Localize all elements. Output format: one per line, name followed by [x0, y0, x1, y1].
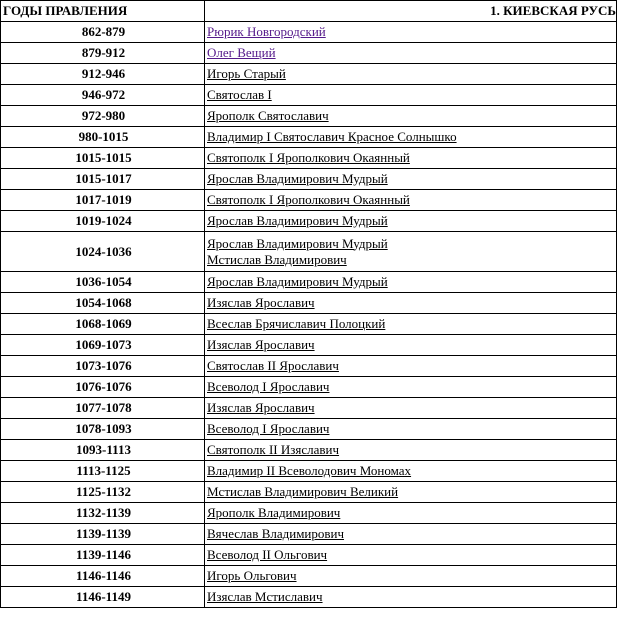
- ruler-name-line: [207, 24, 616, 40]
- ruler-name-line: [207, 442, 616, 458]
- table-row: [1, 232, 617, 272]
- ruler-cell: [205, 169, 617, 190]
- ruler-name-line: [207, 295, 616, 311]
- table-row: [1, 293, 617, 314]
- reign-years: 1113-1125: [1, 461, 205, 482]
- ruler-link[interactable]: Мстислав Владимирович Великий: [207, 484, 399, 499]
- ruler-cell: [205, 85, 617, 106]
- reign-years: 1078-1093: [1, 419, 205, 440]
- ruler-link[interactable]: Владимир II Всеволодович Мономах: [207, 463, 412, 478]
- ruler-link[interactable]: Всеволод I Ярославич: [207, 421, 330, 436]
- ruler-cell: [205, 43, 617, 64]
- ruler-name-line: [207, 274, 616, 290]
- reign-years: 879-912: [1, 43, 205, 64]
- ruler-cell: [205, 419, 617, 440]
- table-row: [1, 127, 617, 148]
- ruler-link[interactable]: Ярополк Святославич: [207, 108, 329, 123]
- ruler-cell: [205, 398, 617, 419]
- ruler-link[interactable]: Ярослав Владимирович Мудрый: [207, 274, 388, 289]
- ruler-cell: [205, 335, 617, 356]
- ruler-name-line: [207, 171, 616, 187]
- ruler-cell: [205, 503, 617, 524]
- ruler-link[interactable]: Ярослав Владимирович Мудрый: [207, 213, 388, 228]
- ruler-link[interactable]: Ярополк Владимирович: [207, 505, 341, 520]
- ruler-link[interactable]: Всеслав Брячиславич Полоцкий: [207, 316, 386, 331]
- ruler-link[interactable]: Святополк II Изяславич: [207, 442, 340, 457]
- ruler-name-line: [207, 463, 616, 479]
- table-row: [1, 335, 617, 356]
- ruler-link[interactable]: Рюрик Новгородский: [207, 24, 326, 39]
- ruler-link[interactable]: Владимир I Святославич Красное Солнышко: [207, 129, 457, 144]
- reign-years: 1077-1078: [1, 398, 205, 419]
- ruler-name-line: [207, 484, 616, 500]
- ruler-cell: [205, 440, 617, 461]
- reign-years: 862-879: [1, 22, 205, 43]
- table-row: [1, 482, 617, 503]
- ruler-cell: [205, 293, 617, 314]
- reign-years: 1024-1036: [1, 232, 205, 272]
- reign-years: 1146-1149: [1, 587, 205, 608]
- ruler-link[interactable]: Вячеслав Владимирович: [207, 526, 345, 541]
- reign-years: 1015-1017: [1, 169, 205, 190]
- ruler-name-line: [207, 66, 616, 82]
- reign-years: 972-980: [1, 106, 205, 127]
- ruler-name-line: [207, 87, 616, 103]
- table-row: [1, 545, 617, 566]
- reign-years: 1073-1076: [1, 356, 205, 377]
- ruler-name-line: [207, 337, 616, 353]
- reign-years: 1125-1132: [1, 482, 205, 503]
- table-row: [1, 587, 617, 608]
- table-row: [1, 64, 617, 85]
- table-row: [1, 524, 617, 545]
- table-row: [1, 211, 617, 232]
- ruler-name-line: [207, 252, 616, 268]
- ruler-cell: [205, 587, 617, 608]
- ruler-link[interactable]: Всеволод I Ярославич: [207, 379, 330, 394]
- ruler-cell: [205, 461, 617, 482]
- ruler-link[interactable]: Ярослав Владимирович Мудрый: [207, 171, 388, 186]
- reign-years: 912-946: [1, 64, 205, 85]
- ruler-name-line: [207, 526, 616, 542]
- ruler-cell: [205, 524, 617, 545]
- ruler-name-line: [207, 316, 616, 332]
- table-row: [1, 106, 617, 127]
- reign-years: 1069-1073: [1, 335, 205, 356]
- reign-years: 1036-1054: [1, 272, 205, 293]
- ruler-link[interactable]: Святополк I Ярополкович Окаянный: [207, 192, 410, 207]
- ruler-name-line: [207, 505, 616, 521]
- ruler-link[interactable]: Всеволод II Ольгович: [207, 547, 328, 562]
- ruler-name-line: [207, 108, 616, 124]
- ruler-link[interactable]: Святослав II Ярославич: [207, 358, 339, 373]
- reign-years: 1139-1139: [1, 524, 205, 545]
- ruler-link[interactable]: Изяслав Ярославич: [207, 337, 315, 352]
- ruler-cell: [205, 232, 617, 272]
- ruler-cell: [205, 482, 617, 503]
- reign-years: 1132-1139: [1, 503, 205, 524]
- ruler-link[interactable]: Мстислав Владимирович: [207, 251, 347, 267]
- table-row: [1, 148, 617, 169]
- reign-years: 1054-1068: [1, 293, 205, 314]
- ruler-cell: [205, 22, 617, 43]
- ruler-link[interactable]: Игорь Старый: [207, 66, 286, 81]
- ruler-cell: [205, 64, 617, 85]
- ruler-cell: [205, 566, 617, 587]
- ruler-name-line: [207, 358, 616, 374]
- table-row: [1, 169, 617, 190]
- table-row: [1, 566, 617, 587]
- ruler-link[interactable]: Изяслав Мстиславич: [207, 589, 323, 604]
- ruler-link[interactable]: Святополк I Ярополкович Окаянный: [207, 150, 410, 165]
- table-row: [1, 190, 617, 211]
- table-row: [1, 419, 617, 440]
- ruler-cell: [205, 314, 617, 335]
- section-title: 1. КИЕВСКАЯ РУСЬ: [205, 1, 617, 22]
- ruler-cell: [205, 211, 617, 232]
- table-row: [1, 85, 617, 106]
- ruler-link[interactable]: Ярослав Владимирович Мудрый: [207, 235, 388, 251]
- header-row: [1, 1, 617, 22]
- table-row: [1, 356, 617, 377]
- ruler-name-line: [207, 213, 616, 229]
- table-row: [1, 314, 617, 335]
- table-row: [1, 377, 617, 398]
- ruler-name-line: [207, 547, 616, 563]
- reign-years: 1139-1146: [1, 545, 205, 566]
- ruler-name-line: [207, 192, 616, 208]
- table-row: [1, 440, 617, 461]
- reign-years: 1076-1076: [1, 377, 205, 398]
- table-row: [1, 398, 617, 419]
- ruler-name-line: [207, 236, 616, 252]
- ruler-cell: [205, 377, 617, 398]
- reign-years: 946-972: [1, 85, 205, 106]
- ruler-name-line: [207, 589, 616, 605]
- table-row: [1, 43, 617, 64]
- years-column-header: ГОДЫ ПРАВЛЕНИЯ: [1, 1, 205, 22]
- ruler-link[interactable]: Олег Вещий: [207, 45, 276, 60]
- ruler-name-line: [207, 45, 616, 61]
- table-row: [1, 22, 617, 43]
- table-row: [1, 461, 617, 482]
- reign-years: 1019-1024: [1, 211, 205, 232]
- ruler-name-line: [207, 129, 616, 145]
- ruler-cell: [205, 148, 617, 169]
- reign-years: 980-1015: [1, 127, 205, 148]
- ruler-name-line: [207, 568, 616, 584]
- reign-years: 1017-1019: [1, 190, 205, 211]
- ruler-cell: [205, 545, 617, 566]
- ruler-cell: [205, 356, 617, 377]
- reign-years: 1146-1146: [1, 566, 205, 587]
- ruler-link[interactable]: Игорь Ольгович: [207, 568, 297, 583]
- reign-years: 1093-1113: [1, 440, 205, 461]
- reign-years: 1068-1069: [1, 314, 205, 335]
- reign-years: 1015-1015: [1, 148, 205, 169]
- ruler-link[interactable]: Святослав I: [207, 87, 272, 102]
- ruler-link[interactable]: Изяслав Ярославич: [207, 295, 315, 310]
- table-row: [1, 503, 617, 524]
- ruler-cell: [205, 272, 617, 293]
- ruler-cell: [205, 106, 617, 127]
- ruler-name-line: [207, 400, 616, 416]
- rulers-table-body: [1, 22, 617, 608]
- ruler-name-line: [207, 379, 616, 395]
- table-row: [1, 272, 617, 293]
- ruler-link[interactable]: Изяслав Ярославич: [207, 400, 315, 415]
- ruler-cell: [205, 127, 617, 148]
- ruler-name-line: [207, 150, 616, 166]
- ruler-cell: [205, 190, 617, 211]
- ruler-name-line: [207, 421, 616, 437]
